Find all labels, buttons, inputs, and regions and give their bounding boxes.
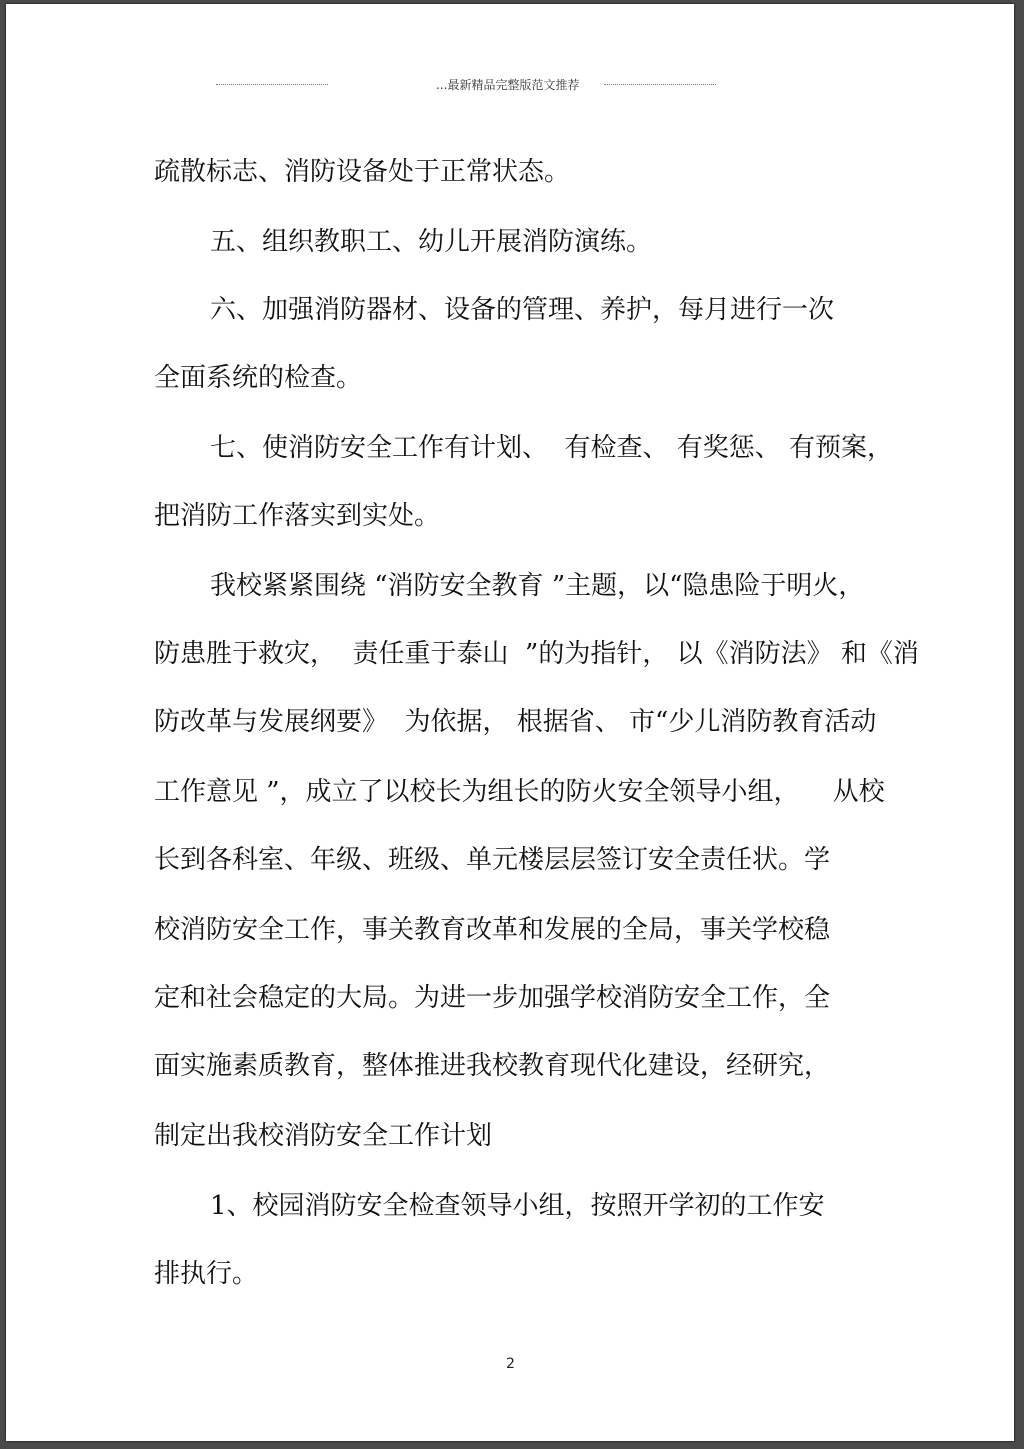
body-line: 防患胜于救灾， 责任重于泰山 ”的为指针， 以《消防法》 和《消 xyxy=(154,639,919,669)
body-line: 排执行。 xyxy=(154,1259,259,1289)
body-line: 五、组织教职工、幼儿开展消防演练。 xyxy=(210,227,653,257)
body-line: 我校紧紧围绕 “消防安全教育 ”主题，以“隐患险于明火， xyxy=(210,571,865,601)
body-line: 防改革与发展纲要》 为依据， 根据省、 市“少儿消防教育活动 xyxy=(154,707,877,737)
body-line: 定和社会稳定的大局。为进一步加强学校消防安全工作，全 xyxy=(154,983,831,1013)
body-line: 全面系统的检查。 xyxy=(154,363,363,393)
body-line: 面实施素质教育，整体推进我校教育现代化建设，经研究， xyxy=(154,1051,831,1081)
page-header xyxy=(206,76,726,96)
body-line: 把消防工作落实到实处。 xyxy=(154,501,441,531)
body-line: 工作意见 ”，成立了以校长为组长的防火安全领导小组， 从校 xyxy=(154,777,885,807)
body-line: 1、校园消防安全检查领导小组，按照开学初的工作安 xyxy=(210,1191,825,1221)
body-line: 校消防安全工作，事关教育改革和发展的全局，事关学校稳 xyxy=(154,915,831,945)
body-line: 长到各科室、年级、班级、单元楼层层签订安全责任状。学 xyxy=(154,845,831,875)
header-rule-right xyxy=(604,84,716,85)
body-line: 七、使消防安全工作有计划、 有检查、 有奖惩、 有预案， xyxy=(210,433,894,463)
body-line: 制定出我校消防安全工作计划 xyxy=(154,1121,493,1151)
body-line: 疏散标志、消防设备处于正常状态。 xyxy=(154,157,571,187)
header-rule-left xyxy=(216,84,328,85)
body-line: 六、加强消防器材、设备的管理、养护，每月进行一次 xyxy=(210,295,835,325)
header-text: ...最新精品完整版范文推荐 xyxy=(436,78,580,92)
document-page xyxy=(6,4,1014,1441)
page-number: 2 xyxy=(506,1356,515,1372)
